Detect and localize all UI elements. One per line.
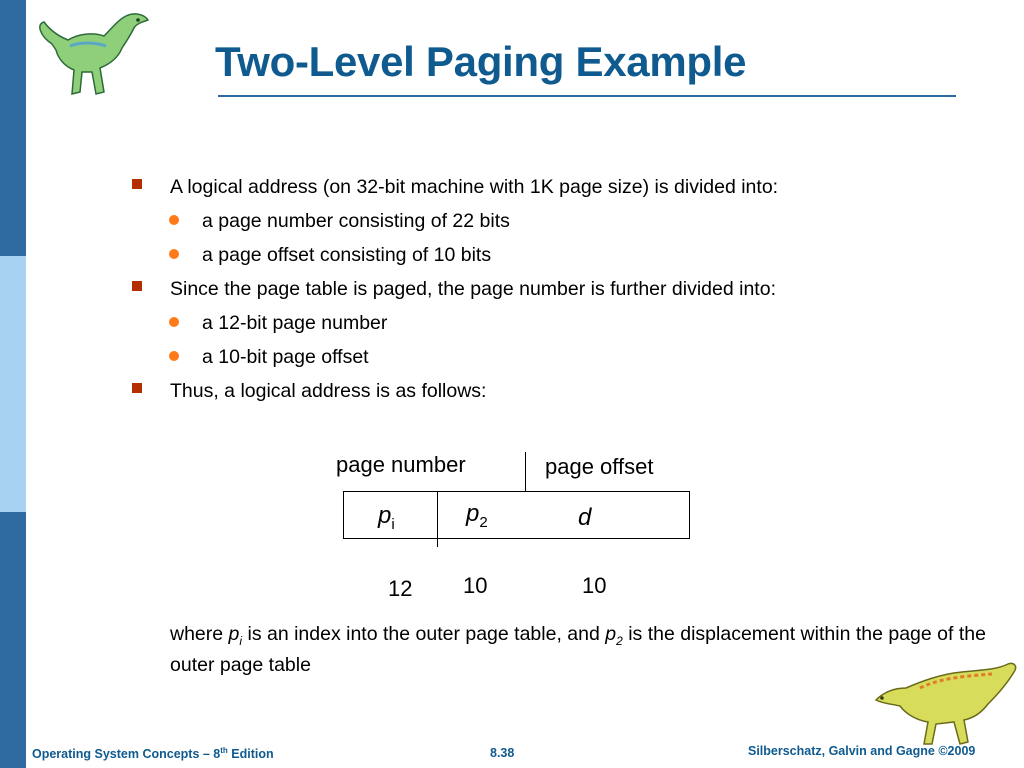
field-p2: $p_2$: [466, 500, 488, 531]
sidebar-segment-middle: [0, 256, 26, 512]
sub-bullet-item: a 12-bit page number: [132, 306, 992, 340]
bullet-item: Thus, a logical address is as follows:: [132, 374, 992, 408]
title-underline: [218, 95, 956, 97]
page-offset-label: page offset: [545, 454, 654, 479]
bit-count-p2: 10: [463, 573, 488, 598]
sub-bullet-item: a page number consisting of 22 bits: [132, 204, 992, 238]
sidebar-segment-top: [0, 0, 26, 256]
sidebar-segment-bottom: [0, 512, 26, 768]
address-fields-box: [343, 491, 690, 539]
field-divider-line: [437, 492, 438, 547]
logical-address-diagram: [320, 440, 720, 610]
slide-title: Two-Level Paging Example: [215, 38, 747, 85]
footer-copyright: Silberschatz, Galvin and Gagne ©2009: [748, 744, 976, 758]
bit-count-p1: 12: [388, 576, 413, 601]
page-number-label: page number: [336, 452, 466, 477]
label-divider-line: [525, 452, 526, 492]
footer-page-number: 8.38: [490, 746, 515, 760]
field-p1: $p_i$: [378, 502, 395, 533]
sub-bullet-item: a 10-bit page offset: [132, 340, 992, 374]
bullet-item: Since the page table is paged, the page number is further divided into:: [132, 272, 992, 306]
explanation-text: where $p_i$ is an index into the outer page table, and $p_2$ is the displacement within the page of the outer page table: [170, 623, 986, 676]
left-sidebar-bar: [0, 0, 26, 768]
bullet-list: [132, 170, 992, 408]
field-d: d: [578, 504, 592, 531]
dinosaur-icon: [870, 652, 1020, 748]
bullet-item: A logical address (on 32-bit machine with 1K page size) is divided into:: [132, 170, 992, 204]
sub-bullet-item: a page offset consisting of 10 bits: [132, 238, 992, 272]
bit-count-d: 10: [582, 573, 607, 598]
footer-book-title: Operating System Concepts – 8th Edition: [32, 746, 274, 762]
dinosaur-icon: [30, 6, 160, 98]
